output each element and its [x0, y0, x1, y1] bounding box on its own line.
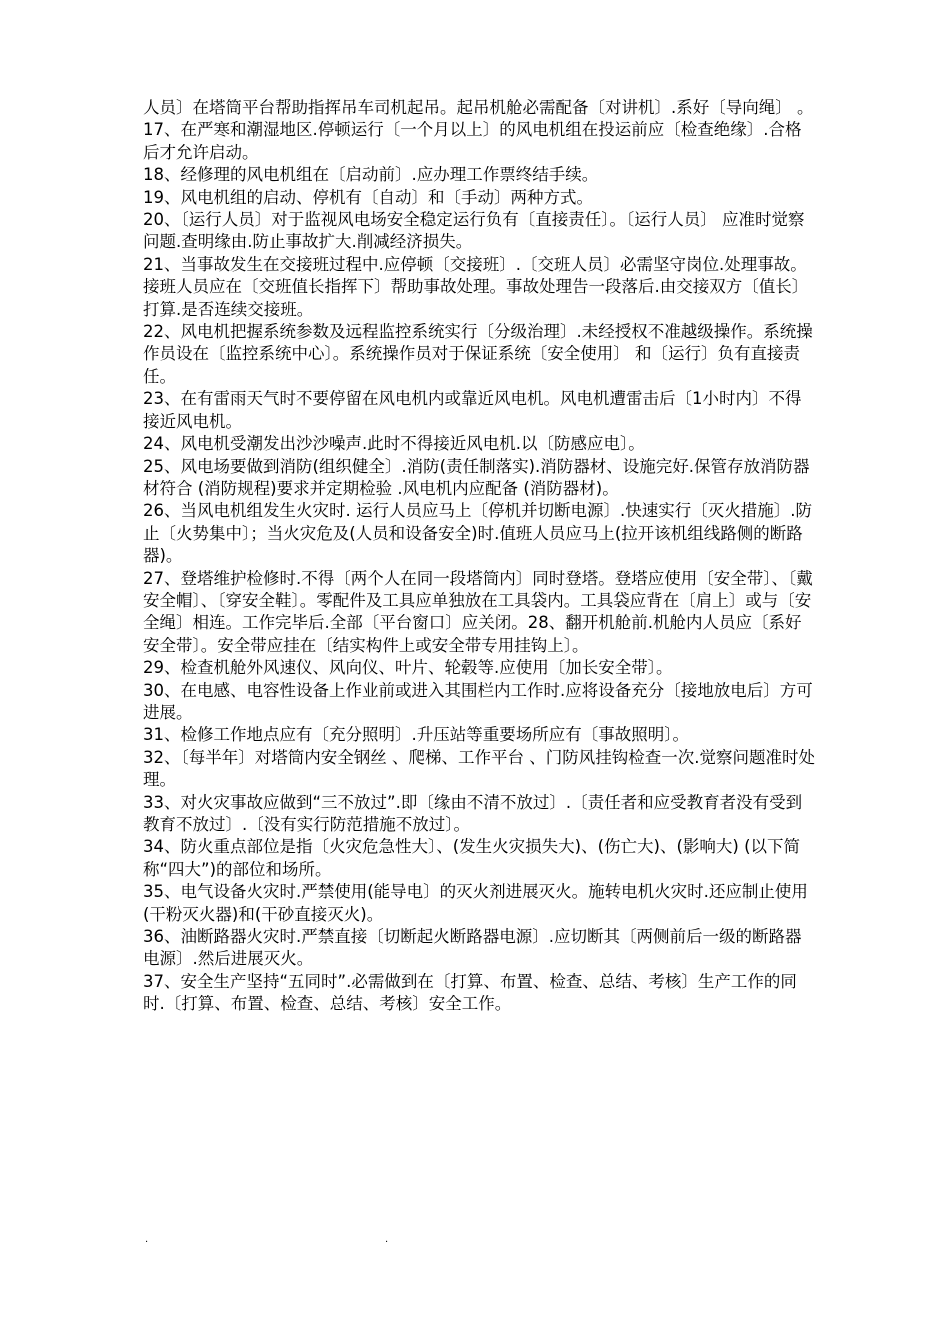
paragraph-31: 31、检修工作地点应有〔充分照明〕.升压站等重要场所应有〔事故照明〕。	[143, 725, 689, 745]
document-body	[143, 97, 815, 1016]
paragraph-25: 25、风电场要做到消防(组织健全〕.消防(责任制落实).消防器材、设施完好.保管存放消防器材符合 (消防规程)要求并定期检验 .风电机内应配备 (消防器材)。	[143, 456, 810, 498]
paragraph-33: 33、对火灾事故应做到“三不放过”.即〔缘由不清不放过〕.〔责任者和应受教育者没有受到教育不放过〕.〔没有实行防范措施不放过〕。	[143, 792, 803, 834]
paragraph-35: 35、电气设备火灾时.严禁使用(能导电〕的灭火剂进展灭火。施转电机火灾时.还应制止使用(干粉灭火器)和(干砂直接灭火)。	[143, 882, 808, 924]
paragraph-32: 32、〔每半年〕对塔筒内安全钢丝 、爬梯、工作平台 、门防风挂钩检查一次.觉察问题准时处理。	[143, 747, 815, 790]
paragraph-37: 37、安全生产坚持“五同时”.必需做到在〔打算、布置、检查、总结、考核〕生产工作的同时.〔打算、布置、检查、总结、考核〕安全工作。	[143, 971, 797, 1014]
paragraph-19: 19、风电机组的启动、停机有〔自动〕和〔手动〕两种方式。	[143, 187, 593, 207]
paragraph-26: 26、当风电机组发生火灾时. 运行人员应马上〔停机并切断电源〕.快速实行〔灭火措施〕.防止〔火势集中〕；当火灾危及(人员和设备安全)时.值班人员应马上(拉开该机组线路侧的断路器)。	[143, 501, 812, 566]
paragraph-21: 21、当事故发生在交接班过程中.应停顿〔交接班〕.〔交班人员〕必需坚守岗位.处理事故。接班人员应在〔交班值长指挥下〕帮助事故处理。事故处理告一段落后.由交接双方〔值长〕打算.是否连续交接班。	[143, 254, 809, 319]
paragraph-23: 23、在有雷雨天气时不要停留在风电机内或靠近风电机。风电机遭雷击后〔1小时内〕不得接近风电机。	[143, 389, 802, 431]
paragraph-24: 24、风电机受潮发出沙沙噪声.此时不得接近风电机.以〔防感应电〕。	[143, 434, 645, 454]
footer-mark-left: .	[145, 1234, 149, 1245]
paragraph-36: 36、油断路器火灾时.严禁直接〔切断起火断路器电源〕.应切断其〔两侧前后一级的断路器电源〕.然后进展灭火。	[143, 927, 802, 969]
paragraph-22: 22、风电机把握系统参数及远程监控系统实行〔分级治理〕.未经授权不准越级操作。系统操作员设在〔监控系统中心〕。系统操作员对于保证系统〔安全使用〕 和〔运行〕负有直接责任。	[143, 322, 813, 386]
footer-mark-right: .	[385, 1234, 389, 1245]
paragraph-20: 20、〔运行人员〕对于监视风电场安全稳定运行负有〔直接责任〕。〔运行人员〕 应准时觉察问题.查明缘由.防止事故扩大.削减经济损失。	[143, 210, 805, 252]
paragraph-29: 29、检查机舱外风速仪、风向仪、叶片、轮毂等.应使用〔加长安全带〕。	[143, 658, 673, 678]
paragraph-30: 30、在电感、电容性设备上作业前或进入其围栏内工作时.应将设备充分〔接地放电后〕方可进展。	[143, 680, 813, 722]
paragraph-18: 18、经修理的风电机组在〔启动前〕.应办理工作票终结手续。	[143, 165, 599, 185]
paragraph-27-28: 27、登塔维护检修时.不得〔两个人在同一段塔筒内〕同时登塔。登塔应使用〔安全带〕、〔戴安全帽〕、〔穿安全鞋〕。零配件及工具应单独放在工具袋内。工具袋应背在〔肩上〕或与〔安全绳〕相连。工作完毕后.全部〔平台窗口〕应关闭。28、翻开机舱前.机舱内人员应〔系好安全带〕。安全带应挂在〔结实构件上或安全带专用挂钩上〕。	[143, 568, 813, 655]
paragraph-1: 人员〕在塔筒平台帮助指挥吊车司机起吊。起吊机舱必需配备〔对讲机〕.系好〔导向绳〕 。	[143, 98, 814, 117]
paragraph-17: 17、在严寒和潮湿地区.停顿运行〔一个月以上〕的风电机组在投运前应〔检查绝缘〕.合格后才允许启动。	[143, 120, 802, 162]
paragraph-34: 34、防火重点部位是指〔火灾危急性大〕、(发生火灾损失大)、(伤亡大)、(影响大) (以下简称“四大”)的部位和场所。	[143, 837, 801, 879]
